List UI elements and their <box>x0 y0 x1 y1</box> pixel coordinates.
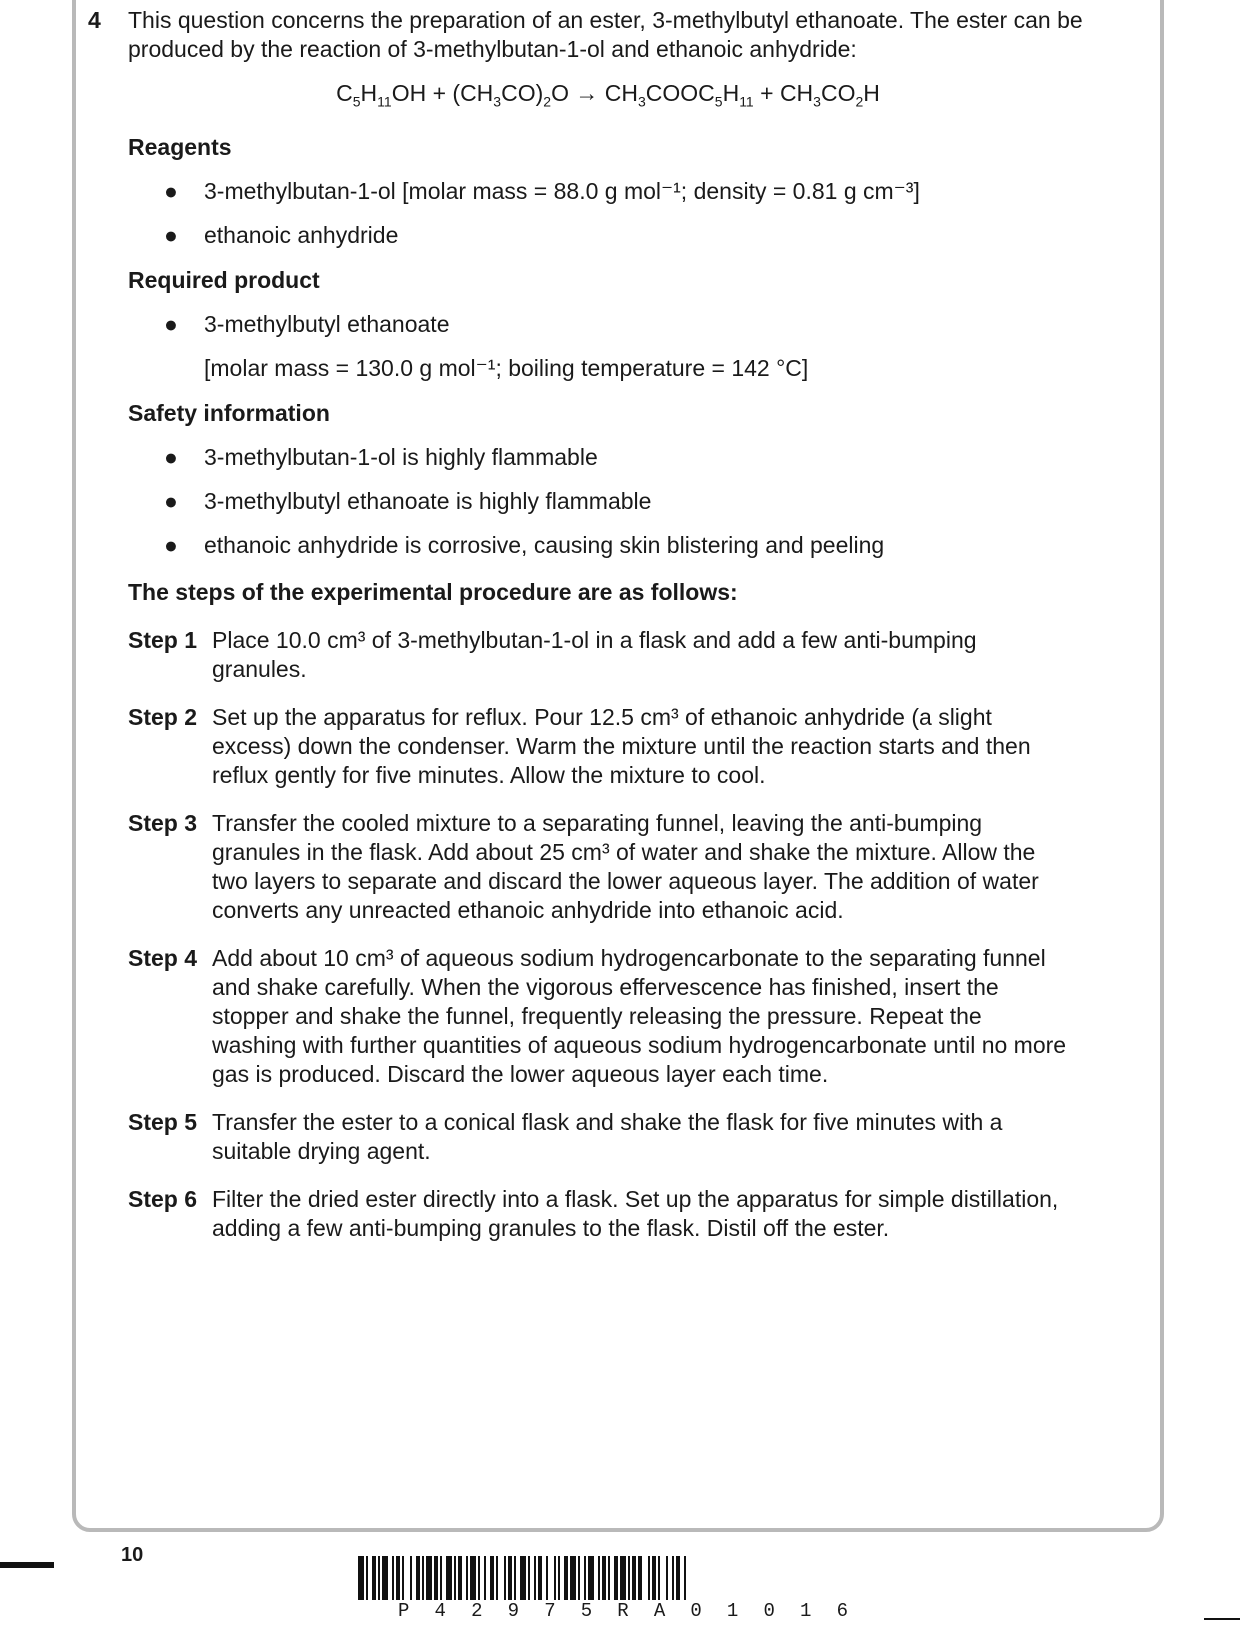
barcode-bar <box>602 1556 606 1600</box>
question-intro <box>88 6 1088 64</box>
barcode-bar <box>554 1556 556 1600</box>
procedure-step <box>128 944 1088 1089</box>
step-label: Step 4 <box>128 944 198 971</box>
reaction-equation: $C_5H_{11}OH + (CH_3CO)_2O$ → $CH_3COOC_5H_{11} + CH_3CO_2H$ <box>336 80 880 110</box>
barcode-char: R <box>617 1600 629 1622</box>
barcode-bar <box>490 1556 494 1600</box>
barcode-bar <box>382 1556 388 1600</box>
reagent-item: ethanoic anhydride <box>204 221 399 248</box>
barcode-bar <box>514 1556 516 1600</box>
barcode-bar <box>470 1556 476 1600</box>
barcode-char: 1 <box>800 1600 812 1622</box>
barcode-bar <box>466 1556 468 1600</box>
barcode-bar <box>402 1556 404 1600</box>
barcode-bar <box>666 1556 668 1600</box>
list-item <box>128 221 1088 250</box>
step-label: Step 1 <box>128 626 198 653</box>
barcode-bar <box>454 1556 456 1600</box>
procedure-step <box>128 1185 1088 1243</box>
barcode-bar <box>598 1556 600 1600</box>
procedure-heading: The steps of the experimental procedure are as follows: <box>128 578 738 605</box>
barcode-bar <box>358 1556 364 1600</box>
barcode-char: 2 <box>471 1600 483 1622</box>
barcode-bar <box>608 1556 610 1600</box>
question-number: 4 <box>88 7 101 33</box>
barcode-char: 7 <box>544 1600 556 1622</box>
barcode-bar <box>578 1556 580 1600</box>
list-item <box>128 310 1088 339</box>
reaction-arrow: → <box>575 80 599 106</box>
barcode-char: 5 <box>580 1600 593 1622</box>
barcode-bar <box>392 1556 394 1600</box>
procedure-step <box>128 1108 1088 1166</box>
barcode-text <box>398 1600 848 1622</box>
barcode-bar <box>366 1556 368 1600</box>
barcode-char: 9 <box>507 1600 520 1622</box>
barcode-bar <box>638 1556 642 1600</box>
reagent-item: 3-methylbutan-1-ol [molar mass = 88.0 g mol⁻¹; density = 0.81 g cm⁻³] <box>204 177 920 204</box>
bullet-icon: ● <box>164 177 178 204</box>
barcode-bar <box>632 1556 636 1600</box>
barcode-char: P <box>398 1600 410 1622</box>
procedure-step <box>128 626 1088 684</box>
page-content <box>88 6 1088 1243</box>
barcode-char: 4 <box>434 1600 446 1622</box>
safety-item: ethanoic anhydride is corrosive, causing skin blistering and peeling <box>204 531 885 558</box>
barcode-bar <box>508 1556 512 1600</box>
barcode-bar <box>434 1556 438 1600</box>
barcode-char: 1 <box>726 1600 739 1622</box>
step-text: Set up the apparatus for reflux. Pour 12.5 cm³ of ethanoic anhydride (a slight excess) down the condenser. Warm the mixture until the reaction starts and then reflux gently for five minutes. Allow the mixture to cool. <box>212 703 1031 788</box>
barcode-bar <box>684 1556 686 1600</box>
barcode-bar <box>372 1556 376 1600</box>
barcode-bar <box>614 1556 618 1600</box>
barcode-char: 0 <box>690 1600 702 1622</box>
list-item <box>128 443 1088 472</box>
barcode-bar <box>410 1556 412 1600</box>
step-label: Step 3 <box>128 809 198 836</box>
barcode-bar <box>422 1556 424 1600</box>
corner-marker <box>1204 1618 1240 1620</box>
step-text: Add about 10 cm³ of aqueous sodium hydrogencarbonate to the separating funnel and shake carefully. When the vigorous effervescence has finished, insert the stopper and shake the funnel, frequently releasing the pressure. Repeat the washing with further quantities of aqueous sodium hydrogencarbonate until no more gas is produced. Discard the lower aqueous layer each time. <box>212 944 1067 1087</box>
step-label: Step 5 <box>128 1108 198 1135</box>
product-item: 3-methylbutyl ethanoate <box>204 310 450 337</box>
barcode-bar <box>378 1556 380 1600</box>
safety-item: 3-methylbutyl ethanoate is highly flammable <box>204 487 652 514</box>
barcode-bar <box>496 1556 498 1600</box>
barcode-bar <box>458 1556 462 1600</box>
barcode-bar <box>564 1556 568 1600</box>
barcode-bar <box>504 1556 506 1600</box>
barcode-char: A <box>653 1600 666 1622</box>
safety-item: 3-methylbutan-1-ol is highly flammable <box>204 443 598 470</box>
barcode-bar <box>520 1556 526 1600</box>
list-item <box>128 177 1088 206</box>
barcode <box>358 1556 880 1600</box>
barcode-bar <box>628 1556 630 1600</box>
barcode-bar <box>570 1556 576 1600</box>
step-text: Transfer the ester to a conical flask and shake the flask for five minutes with a suitable drying agent. <box>212 1108 1003 1164</box>
product-detail: [molar mass = 130.0 g mol⁻¹; boiling temperature = 142 °C] <box>204 354 809 381</box>
barcode-bar <box>396 1556 400 1600</box>
barcode-bar <box>416 1556 420 1600</box>
barcode-bar <box>546 1556 548 1600</box>
page-number: 10 <box>121 1544 144 1566</box>
barcode-char: 6 <box>836 1600 848 1622</box>
step-label: Step 6 <box>128 1185 198 1212</box>
list-item <box>128 487 1088 516</box>
barcode-bar <box>558 1556 560 1600</box>
reagents-heading: Reagents <box>128 133 232 160</box>
question-text: This question concerns the preparation of an ester, 3-methylbutyl ethanoate. The ester can be produced by the reaction of 3-methylbutan-1-ol and ethanoic anhydride: <box>128 7 1083 62</box>
step-label: Step 2 <box>128 703 198 730</box>
bullet-icon: ● <box>164 487 178 514</box>
barcode-bar <box>538 1556 542 1600</box>
safety-heading: Safety information <box>128 399 330 426</box>
barcode-bar <box>584 1556 586 1600</box>
barcode-bar <box>446 1556 452 1600</box>
margin-marker <box>0 1562 54 1568</box>
required-product-heading: Required product <box>128 266 320 293</box>
list-item <box>128 531 1088 560</box>
barcode-bar <box>528 1556 530 1600</box>
barcode-bar <box>478 1556 480 1600</box>
bullet-icon: ● <box>164 443 178 470</box>
barcode-bar <box>652 1556 656 1600</box>
bullet-icon: ● <box>164 531 178 558</box>
barcode-bar <box>426 1556 432 1600</box>
barcode-char: 0 <box>763 1600 775 1622</box>
barcode-bar <box>588 1556 594 1600</box>
barcode-bar <box>440 1556 442 1600</box>
procedure-step <box>128 809 1088 925</box>
step-text: Transfer the cooled mixture to a separating funnel, leaving the anti-bumping granules in the flask. Add about 25 cm³ of water and shake the mixture. Allow the two layers to separate and discard the lower aqueous layer. The addition of water converts any unreacted ethanoic anhydride into ethanoic acid. <box>212 809 1039 923</box>
step-text: Filter the dried ester directly into a flask. Set up the apparatus for simple distillation, adding a few anti-bumping granules to the flask. Distil off the ester. <box>212 1185 1059 1241</box>
bullet-icon: ● <box>164 310 178 337</box>
barcode-bar <box>648 1556 650 1600</box>
step-text: Place 10.0 cm³ of 3-methylbutan-1-ol in a flask and add a few anti-bumping granules. <box>212 626 977 682</box>
barcode-bar <box>672 1556 674 1600</box>
barcode-bar <box>658 1556 660 1600</box>
procedure-step <box>128 703 1088 790</box>
barcode-bar <box>534 1556 536 1600</box>
barcode-bar <box>484 1556 486 1600</box>
bullet-icon: ● <box>164 221 178 248</box>
barcode-bar <box>676 1556 680 1600</box>
barcode-bar <box>620 1556 626 1600</box>
